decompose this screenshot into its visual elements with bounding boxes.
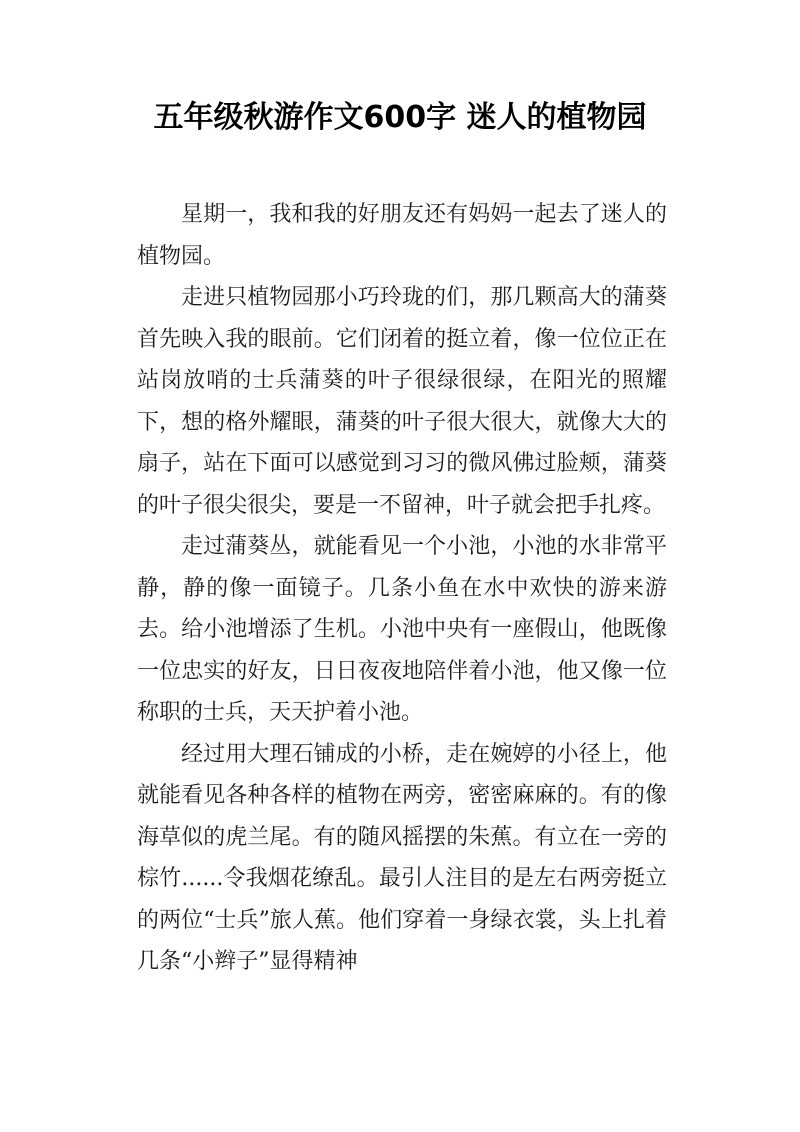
paragraph: 星期一，我和我的好朋友还有妈妈一起去了迷人的植物园。	[137, 202, 667, 269]
paragraph: 经过用大理石铺成的小桥，走在婉婷的小径上，他就能看见各种各样的植物在两旁，密密麻麻的。有的像海草似的虎兰尾。有的随风摇摆的朱蕉。有立在一旁的棕竹......令我烟花缭乱。最引人注目的是左右两旁挺立的两位“士兵”旅人蕉。他们穿着一身绿衣裳，头上扎着几条“小辫子”显得精神	[137, 741, 667, 974]
document-body	[137, 194, 667, 983]
document-title: 五年级秋游作文600字 迷人的植物园	[153, 100, 647, 135]
paragraph: 走进只植物园那小巧玲珑的们，那几颗高大的蒲葵首先映入我的眼前。它们闭着的挺立着，像一位位正在站岗放哨的士兵蒲葵的叶子很绿很绿，在阳光的照耀下，想的格外耀眼，蒲葵的叶子很大很大，就像大大的扇子，站在下面可以感觉到习习的微风佛过脸颊，蒲葵的叶子很尖很尖，要是一不留神，叶子就会把手扎疼。	[137, 285, 667, 518]
paragraph: 走过蒲葵丛，就能看见一个小池，小池的水非常平静，静的像一面镜子。几条小鱼在水中欢快的游来游去。给小池增添了生机。小池中央有一座假山，他既像一位忠实的好友，日日夜夜地陪伴着小池，他又像一位称职的士兵，天天护着小池。	[137, 534, 667, 725]
